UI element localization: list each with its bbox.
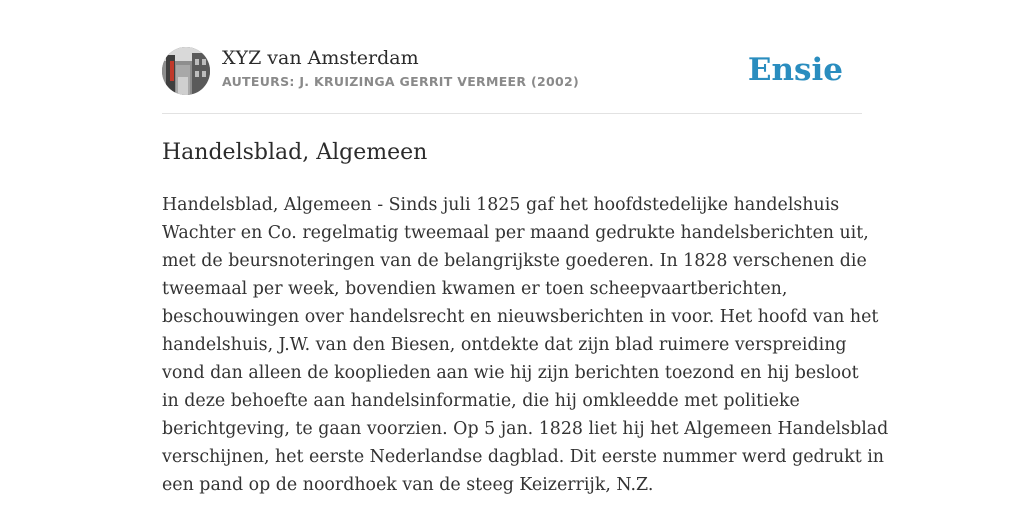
book-title[interactable]: XYZ van Amsterdam: [222, 47, 419, 69]
article-body-line: beschouwingen over handelsrecht en nieuwsberichten in voor. Het hoofd van het: [162, 307, 879, 327]
article-body-line: verschijnen, het eerste Nederlandse dagblad. Dit eerste nummer werd gedrukt in: [162, 447, 884, 467]
article-body: [162, 191, 889, 499]
article-body-line: vond dan alleen de kooplieden aan wie hij zijn berichten toezond en hij besloot: [162, 363, 859, 383]
article-body-line: tweemaal per week, bovendien kwamen er toen scheepvaartberichten,: [162, 279, 788, 299]
article-body-line: berichtgeving, te gaan voorzien. Op 5 jan. 1828 liet hij het Algemeen Handelsblad: [162, 419, 889, 439]
book-authors: AUTEURS: J. KRUIZINGA GERRIT VERMEER (2002): [222, 74, 579, 89]
source-header: [162, 46, 862, 96]
book-cover-thumbnail[interactable]: [162, 47, 210, 95]
article-title: Handelsblad, Algemeen: [162, 140, 428, 165]
ensie-logo[interactable]: Ensie: [747, 52, 843, 88]
header-divider: [162, 113, 862, 114]
street-photo-icon: [162, 47, 210, 95]
article-body-line: een pand op de noordhoek van de steeg Keizerrijk, N.Z.: [162, 475, 654, 495]
article-body-line: Wachter en Co. regelmatig tweemaal per maand gedrukte handelsberichten uit,: [162, 223, 869, 243]
article-body-line: in deze behoefte aan handelsinformatie, die hij omkleedde met politieke: [162, 391, 800, 411]
article-body-line: handelshuis, J.W. van den Biesen, ontdekte dat zijn blad ruimere verspreiding: [162, 335, 847, 355]
article-body-line: Handelsblad, Algemeen - Sinds juli 1825 gaf het hoofdstedelijke handelshuis: [162, 195, 840, 215]
article-body-line: met de beursnoteringen van de belangrijkste goederen. In 1828 verschenen die: [162, 251, 867, 271]
